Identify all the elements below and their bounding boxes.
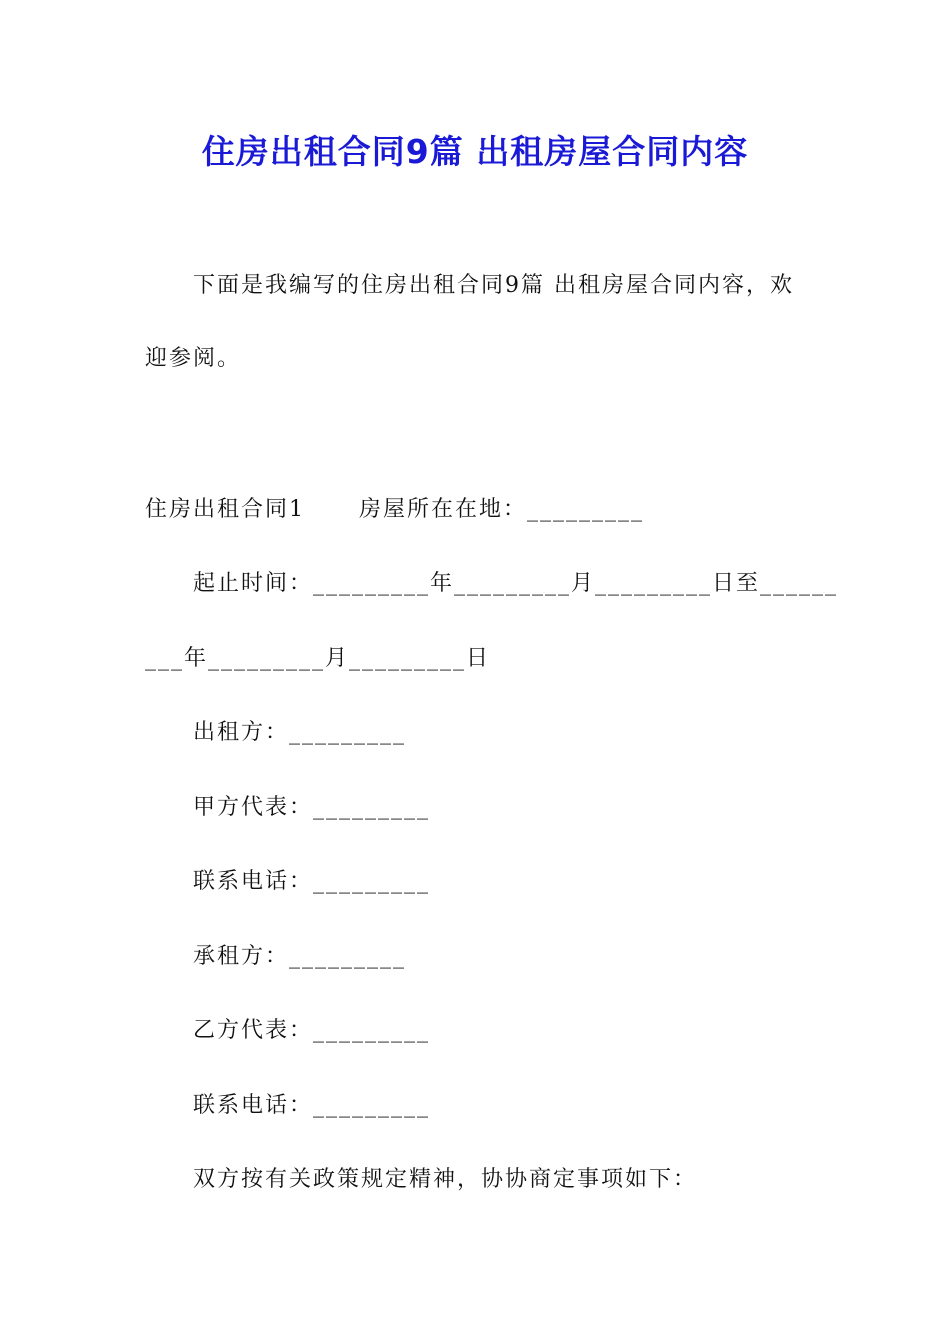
party-b-phone-field: 联系电话：_________ (193, 1093, 431, 1118)
rental-period-line-2: ___年_________月_________日 (145, 646, 491, 671)
intro-text-line-1: 下面是我编写的住房出租合同9篇 出租房屋合同内容，欢 (193, 273, 794, 298)
intro-text-line-2: 迎参阅。 (145, 346, 242, 371)
lessor-field: 出租方：_________ (193, 720, 407, 745)
agreement-intro-line: 双方按有关政策规定精神，协协商定事项如下： (193, 1167, 698, 1192)
party-a-phone-field: 联系电话：_________ (193, 869, 431, 894)
lessee-field: 承租方：_________ (193, 944, 407, 969)
location-field: 房屋所在在地：_________ (359, 497, 645, 522)
party-a-representative-field: 甲方代表：_________ (193, 795, 431, 820)
document-title: 住房出租合同9篇 出租房屋合同内容 (201, 132, 749, 171)
party-b-representative-field: 乙方代表：_________ (193, 1018, 431, 1043)
rental-period-line-1: 起止时间：_________年_________月_________日至______ (193, 571, 839, 596)
contract-heading-row (145, 494, 644, 526)
contract-heading: 住房出租合同1 (145, 497, 305, 522)
